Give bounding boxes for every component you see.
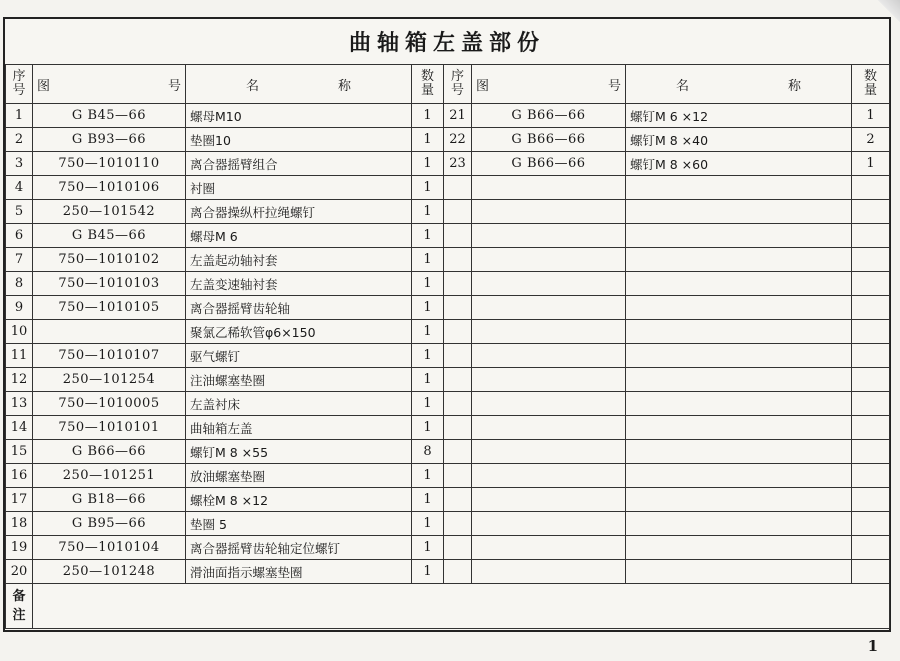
qty-cell: 1 [412,536,444,560]
drawing-no-cell: 250—101254 [33,368,186,392]
qty-cell: 1 [412,512,444,536]
part-name-cell: 左盖衬床 [186,392,412,416]
seq-cell: 12 [6,368,33,392]
qty-cell [852,368,890,392]
qty-cell: 1 [852,152,890,176]
drawing-no-cell: 750—1010005 [33,392,186,416]
part-name-cell: 滑油面指示螺塞垫圈 [186,560,412,584]
seq-cell [444,320,472,344]
table-row [6,272,890,296]
part-name-cell [626,416,852,440]
seq-cell [444,224,472,248]
seq-cell: 11 [6,344,33,368]
part-name-cell [626,176,852,200]
seq-cell: 18 [6,512,33,536]
part-name-cell: 放油螺塞垫圈 [186,464,412,488]
table-row [6,392,890,416]
qty-cell [852,344,890,368]
qty-cell: 1 [412,176,444,200]
part-name-cell [626,560,852,584]
seq-cell [444,368,472,392]
part-name-cell: 衬圈 [186,176,412,200]
seq-cell [444,176,472,200]
table-row [6,152,890,176]
table-row [6,440,890,464]
drawing-no-cell: G B45—66 [33,104,186,128]
seq-cell [444,296,472,320]
seq-cell: 5 [6,200,33,224]
table-row [6,416,890,440]
seq-cell [444,440,472,464]
drawing-no-cell: 750—1010106 [33,176,186,200]
qty-cell: 1 [412,488,444,512]
part-name-cell: 离合器操纵杆拉绳螺钉 [186,200,412,224]
drawing-no-cell [472,296,626,320]
drawing-no-cell: 750—1010110 [33,152,186,176]
seq-cell [444,488,472,512]
drawing-no-cell: G B18—66 [33,488,186,512]
qty-cell [852,488,890,512]
table-row [6,200,890,224]
drawing-no-cell: 250—101251 [33,464,186,488]
seq-cell: 9 [6,296,33,320]
drawing-no-cell [472,512,626,536]
seq-cell [444,344,472,368]
table-row [6,224,890,248]
part-name-cell [626,392,852,416]
qty-cell [852,176,890,200]
header-seq-left: 序 号 [6,65,33,104]
drawing-no-cell: G B45—66 [33,224,186,248]
header-name-left: 名称 [186,65,412,104]
drawing-no-cell: 750—1010104 [33,536,186,560]
seq-cell: 13 [6,392,33,416]
qty-cell [852,272,890,296]
drawing-no-cell: 250—101542 [33,200,186,224]
qty-cell: 1 [412,104,444,128]
part-name-cell: 离合器摇臂齿轮轴 [186,296,412,320]
page-number: 1 [867,637,878,655]
part-name-cell: 螺钉M 6 ×12 [626,104,852,128]
part-name-cell: 注油螺塞垫圈 [186,368,412,392]
qty-cell: 1 [852,104,890,128]
part-name-cell [626,224,852,248]
qty-cell [852,536,890,560]
qty-cell: 8 [412,440,444,464]
table-row [6,128,890,152]
drawing-no-cell: 250—101248 [33,560,186,584]
drawing-no-cell [472,248,626,272]
qty-cell: 1 [412,200,444,224]
part-name-cell: 左盖变速轴衬套 [186,272,412,296]
table-row [6,488,890,512]
drawing-no-cell: G B66—66 [472,152,626,176]
qty-cell [852,296,890,320]
part-name-cell: 驱气螺钉 [186,344,412,368]
seq-cell [444,512,472,536]
seq-cell [444,536,472,560]
drawing-no-cell: G B93—66 [33,128,186,152]
seq-cell: 1 [6,104,33,128]
drawing-no-cell: G B66—66 [472,104,626,128]
drawing-no-cell: 750—1010107 [33,344,186,368]
page-title: 曲轴箱左盖部份 [5,19,889,65]
seq-cell: 15 [6,440,33,464]
part-name-cell: 离合器摇臂齿轮轴定位螺钉 [186,536,412,560]
part-name-cell: 螺钉M 8 ×40 [626,128,852,152]
seq-cell: 4 [6,176,33,200]
table-row [6,560,890,584]
part-name-cell [626,272,852,296]
drawing-no-cell [472,464,626,488]
drawing-no-cell [472,560,626,584]
header-name-right: 名称 [626,65,852,104]
qty-cell [852,248,890,272]
qty-cell: 1 [412,344,444,368]
drawing-no-cell [472,392,626,416]
part-name-cell [626,320,852,344]
part-name-cell [626,512,852,536]
qty-cell [852,440,890,464]
part-name-cell: 螺栓M 8 ×12 [186,488,412,512]
table-row [6,176,890,200]
drawing-no-cell: 750—1010101 [33,416,186,440]
drawing-no-cell [472,440,626,464]
qty-cell: 2 [852,128,890,152]
qty-cell: 1 [412,368,444,392]
header-drawing-no-right: 图号 [472,65,626,104]
table-row [6,248,890,272]
part-name-cell: 螺钉M 8 ×55 [186,440,412,464]
part-name-cell: 曲轴箱左盖 [186,416,412,440]
seq-cell: 10 [6,320,33,344]
seq-cell [444,200,472,224]
drawing-no-cell [472,344,626,368]
qty-cell: 1 [412,416,444,440]
seq-cell: 19 [6,536,33,560]
qty-cell: 1 [412,128,444,152]
notes-row [6,584,890,629]
seq-cell: 21 [444,104,472,128]
seq-cell: 17 [6,488,33,512]
drawing-no-cell [472,200,626,224]
qty-cell: 1 [412,464,444,488]
part-name-cell [626,248,852,272]
drawing-no-cell: 750—1010103 [33,272,186,296]
drawing-no-cell: G B66—66 [33,440,186,464]
table-row [6,296,890,320]
seq-cell: 20 [6,560,33,584]
seq-cell: 14 [6,416,33,440]
drawing-no-cell [472,416,626,440]
seq-cell: 7 [6,248,33,272]
part-name-cell [626,488,852,512]
part-name-cell [626,296,852,320]
qty-cell: 1 [412,152,444,176]
part-name-cell: 垫圈10 [186,128,412,152]
drawing-no-cell: 750—1010105 [33,296,186,320]
table-row [6,464,890,488]
drawing-no-cell [472,488,626,512]
seq-cell: 3 [6,152,33,176]
header-drawing-no-left: 图号 [33,65,186,104]
drawing-no-cell [472,368,626,392]
drawing-no-cell [472,224,626,248]
notes-label: 备 注 [6,584,33,629]
table-row [6,104,890,128]
qty-cell [852,392,890,416]
table-row [6,368,890,392]
seq-cell: 16 [6,464,33,488]
qty-cell [852,224,890,248]
header-seq-right: 序 号 [444,65,472,104]
qty-cell: 1 [412,560,444,584]
table-row [6,320,890,344]
qty-cell [852,200,890,224]
seq-cell [444,248,472,272]
seq-cell: 6 [6,224,33,248]
part-name-cell: 螺钉M 8 ×60 [626,152,852,176]
seq-cell [444,392,472,416]
part-name-cell [626,344,852,368]
part-name-cell [626,440,852,464]
seq-cell: 8 [6,272,33,296]
table-row [6,536,890,560]
part-name-cell [626,464,852,488]
part-name-cell [626,368,852,392]
part-name-cell: 螺母M10 [186,104,412,128]
seq-cell: 22 [444,128,472,152]
parts-table [5,64,890,629]
drawing-no-cell [472,176,626,200]
qty-cell [852,464,890,488]
header-row [6,65,890,104]
notes-body [33,584,890,629]
drawing-no-cell: G B66—66 [472,128,626,152]
part-name-cell: 螺母M 6 [186,224,412,248]
qty-cell: 1 [412,392,444,416]
part-name-cell: 垫圈 5 [186,512,412,536]
qty-cell [852,416,890,440]
drawing-no-cell: 750—1010102 [33,248,186,272]
header-qty-right: 数 量 [852,65,890,104]
drawing-no-cell [472,272,626,296]
seq-cell: 2 [6,128,33,152]
seq-cell [444,416,472,440]
qty-cell: 1 [412,248,444,272]
seq-cell [444,560,472,584]
seq-cell [444,272,472,296]
qty-cell: 1 [412,296,444,320]
qty-cell: 1 [412,272,444,296]
part-name-cell: 离合器摇臂组合 [186,152,412,176]
qty-cell [852,320,890,344]
qty-cell: 1 [412,320,444,344]
seq-cell [444,464,472,488]
qty-cell [852,560,890,584]
drawing-no-cell [472,536,626,560]
part-name-cell: 左盖起动轴衬套 [186,248,412,272]
seq-cell: 23 [444,152,472,176]
qty-cell: 1 [412,224,444,248]
part-name-cell: 聚氯乙稀软管φ6×150 [186,320,412,344]
qty-cell [852,512,890,536]
parts-sheet [3,17,891,632]
drawing-no-cell [472,320,626,344]
table-row [6,512,890,536]
part-name-cell [626,536,852,560]
drawing-no-cell: G B95—66 [33,512,186,536]
table-row [6,344,890,368]
part-name-cell [626,200,852,224]
header-qty-left: 数 量 [412,65,444,104]
drawing-no-cell [33,320,186,344]
